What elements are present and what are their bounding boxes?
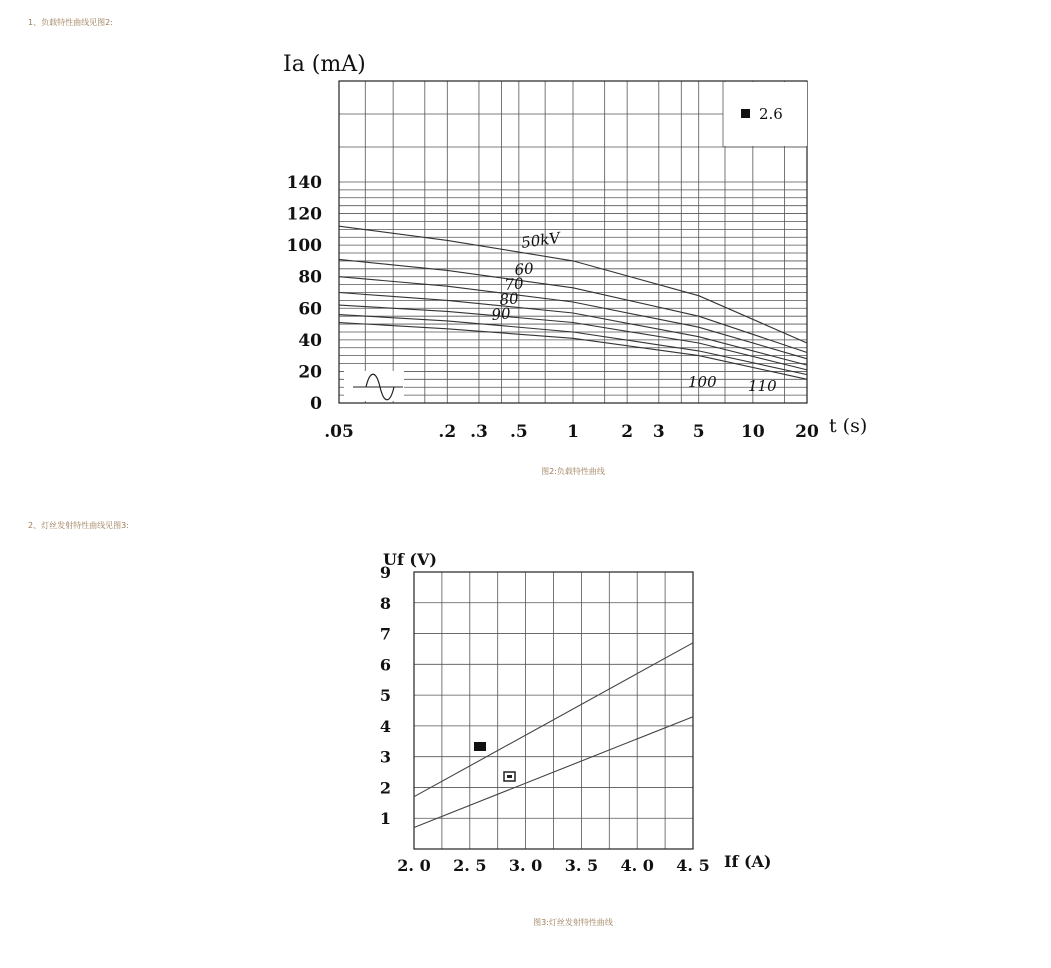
y-tick-label: 5 <box>379 686 391 706</box>
x-tick-label: 10 <box>741 422 765 442</box>
curve-label: 70 <box>503 274 525 294</box>
y-tick-label: 3 <box>379 747 391 767</box>
y-tick-label: 4 <box>379 716 391 736</box>
curve-label: 80 <box>498 289 520 309</box>
y-axis-title: Uf (V) <box>383 550 437 569</box>
x-tick-label: 3. 0 <box>508 856 543 875</box>
y-tick-label: 0 <box>310 394 322 414</box>
figure2-caption: 图2:负载特性曲线 <box>541 467 605 476</box>
x-axis-title: If (A) <box>724 852 772 871</box>
curve-label: 60 <box>513 259 535 279</box>
y-tick-label: 9 <box>379 563 391 582</box>
x-tick-label: 2 <box>621 422 634 442</box>
note-load-characteristic: 1、负载特性曲线见图2: <box>28 18 113 27</box>
x-tick-label: 2. 0 <box>397 856 431 875</box>
y-tick-label: 2 <box>379 778 391 798</box>
x-tick-label: 2. 5 <box>453 856 487 875</box>
y-tick-label: 140 <box>286 173 322 193</box>
note-filament-characteristic: 2、灯丝发射特性曲线见图3: <box>28 521 129 530</box>
y-tick-label: 80 <box>298 267 322 288</box>
y-axis-title: Ia (mA) <box>283 52 366 77</box>
x-tick-label: .5 <box>509 422 528 442</box>
y-tick-label: 120 <box>286 204 322 225</box>
y-tick-label: 8 <box>379 593 391 613</box>
curve-label: 90 <box>490 304 512 324</box>
curve-label: 110 <box>748 377 777 395</box>
y-tick-label: 60 <box>298 299 322 320</box>
y-tick-label: 100 <box>286 236 322 257</box>
hollow-square-inner <box>507 775 512 778</box>
y-tick-label: 20 <box>298 362 322 383</box>
x-tick-label: .2 <box>438 422 457 442</box>
x-tick-label: 4. 0 <box>620 856 654 875</box>
y-tick-label: 7 <box>379 624 391 644</box>
x-tick-label: 3. 5 <box>564 856 599 875</box>
x-axis-title: t (s) <box>829 415 868 437</box>
x-tick-label: 3 <box>652 422 665 442</box>
filled-square-icon <box>474 742 486 751</box>
x-tick-label: 20 <box>795 422 819 442</box>
curve-label: 50kV <box>520 228 562 252</box>
y-tick-label: 40 <box>298 330 322 351</box>
curve-label: 100 <box>688 373 717 391</box>
y-tick-label: 6 <box>379 655 391 675</box>
y-tick-label: 1 <box>379 809 391 829</box>
x-tick-label: 1 <box>567 422 579 442</box>
legend-label: 2.6 <box>759 105 783 123</box>
x-tick-label: 5 <box>692 422 705 442</box>
figure3-caption: 图3:灯丝发射特性曲线 <box>533 918 613 927</box>
x-tick-label: .05 <box>324 422 354 442</box>
x-tick-label: 4. 5 <box>676 856 710 875</box>
x-tick-label: .3 <box>470 422 488 442</box>
